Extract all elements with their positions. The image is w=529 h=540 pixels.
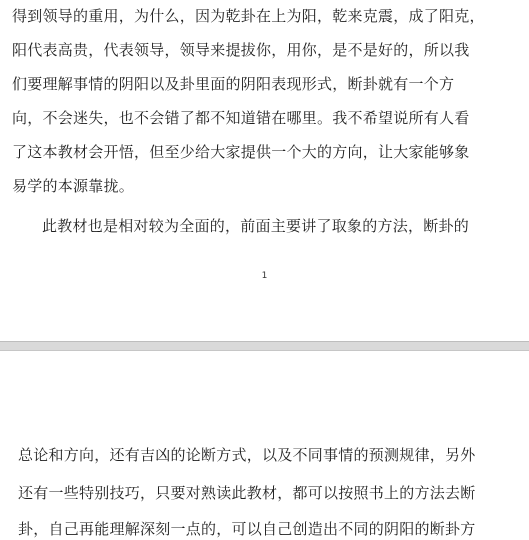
document-page-2 bbox=[0, 351, 529, 540]
text-line-indented: 此教材也是相对较为全面的，前面主要讲了取象的方法，断卦的 bbox=[42, 217, 470, 235]
text-line: 得到领导的重用，为什么，因为乾卦在上为阳，乾来克震，成了阳克， bbox=[12, 7, 485, 25]
text-line: 总论和方向，还有吉凶的论断方式，以及不同事情的预测规律，另外 bbox=[18, 446, 476, 464]
page-number: 1 bbox=[261, 271, 268, 281]
text-line: 向，不会迷失，也不会错了都不知道错在哪里。我不希望说所有人看 bbox=[12, 109, 470, 127]
text-line: 卦，自己再能理解深刻一点的，可以自己创造出不同的阴阳的断卦方 bbox=[18, 520, 476, 538]
text-line: 阳代表高贵，代表领导，领导来提拔你，用你，是不是好的，所以我 bbox=[12, 41, 470, 59]
text-line: 还有一些特别技巧，只要对熟读此教材，都可以按照书上的方法去断 bbox=[18, 484, 476, 502]
text-line: 易学的本源靠拢。 bbox=[12, 177, 135, 195]
text-line: 了这本教材会开悟，但至少给大家提供一个大的方向，让大家能够象 bbox=[12, 143, 470, 161]
text-line: 们要理解事情的阴阳以及卦里面的阴阳表现形式，断卦就有一个方 bbox=[12, 75, 455, 93]
page-separator bbox=[0, 341, 529, 351]
